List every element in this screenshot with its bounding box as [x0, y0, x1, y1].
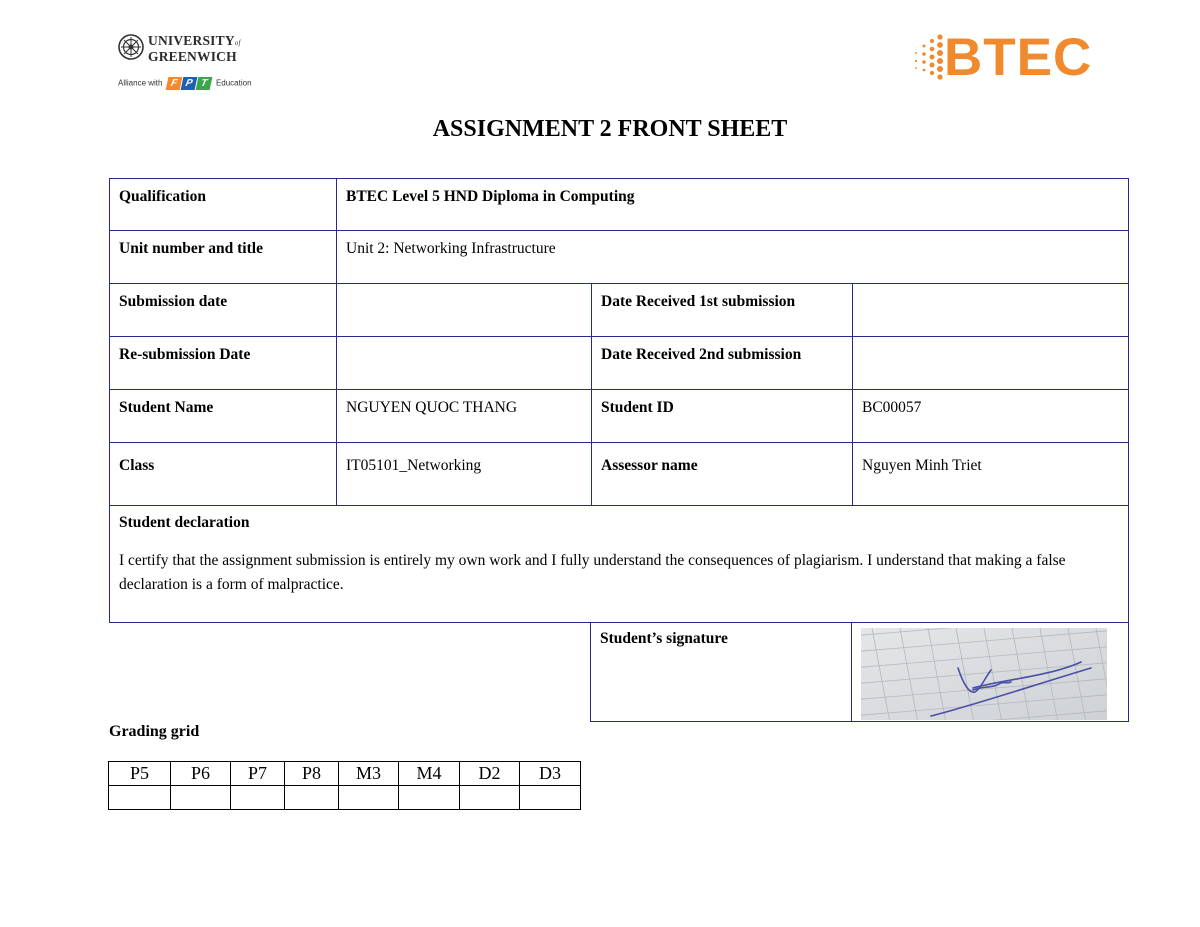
class-label: Class — [119, 457, 155, 474]
submission-date-field[interactable] — [336, 284, 591, 336]
grade-cell-d3[interactable] — [520, 786, 581, 810]
student-name-field[interactable]: NGUYEN QUOC THANG — [336, 390, 591, 442]
unit-row — [109, 231, 1129, 284]
declaration-label: Student declaration — [119, 514, 250, 531]
date-received-2-field[interactable] — [852, 337, 1128, 389]
grade-cell-p6[interactable] — [171, 786, 231, 810]
student-name-label: Student Name — [119, 399, 214, 416]
student-id-label: Student ID — [591, 390, 852, 442]
grade-header-p7: P7 — [231, 762, 285, 786]
front-sheet-table — [109, 178, 1129, 623]
page-title: ASSIGNMENT 2 FRONT SHEET — [432, 116, 788, 142]
class-row — [109, 443, 1129, 506]
grade-cell-m3[interactable] — [339, 786, 399, 810]
btec-dots-icon — [910, 33, 946, 91]
submission-row — [109, 284, 1129, 337]
university-logo — [118, 32, 258, 92]
unit-value: Unit 2: Networking Infrastructure — [336, 231, 1128, 283]
alliance-line: Alliance with F P T Education — [118, 78, 252, 89]
fpt-logo: F P T — [167, 77, 212, 90]
resubmission-date-label: Re-submission Date — [119, 346, 251, 363]
assessor-field[interactable]: Nguyen Minh Triet — [852, 443, 1128, 505]
resubmission-date-field[interactable] — [336, 337, 591, 389]
grade-header-p6: P6 — [171, 762, 231, 786]
unit-label: Unit number and title — [119, 240, 263, 257]
grading-header-row — [109, 762, 581, 786]
grading-grid — [108, 761, 581, 810]
qualification-label: Qualification — [119, 188, 206, 205]
date-received-2-label: Date Received 2nd submission — [591, 337, 852, 389]
grading-grid-label: Grading grid — [109, 723, 200, 740]
grade-header-p8: P8 — [285, 762, 339, 786]
grade-header-m3: M3 — [339, 762, 399, 786]
assessor-label: Assessor name — [591, 443, 852, 505]
grade-header-m4: M4 — [399, 762, 460, 786]
grade-cell-d2[interactable] — [460, 786, 520, 810]
resubmission-row — [109, 337, 1129, 390]
grade-header-p5: P5 — [109, 762, 171, 786]
grade-header-d3: D3 — [520, 762, 581, 786]
date-received-1-field[interactable] — [852, 284, 1128, 336]
qualification-value: BTEC Level 5 HND Diploma in Computing — [336, 179, 1128, 230]
grade-cell-m4[interactable] — [399, 786, 460, 810]
btec-logo: BTEC — [910, 33, 1095, 93]
submission-date-label: Submission date — [119, 293, 228, 310]
grade-cell-p8[interactable] — [285, 786, 339, 810]
grade-cell-p5[interactable] — [109, 786, 171, 810]
declaration-text: I certify that the assignment submission is entirely my own work and I fully understand the consequences of plagiarism. I understand that making a false declaration is a form of malpractice. — [119, 552, 1066, 593]
signature-row — [590, 622, 1129, 722]
date-received-1-label: Date Received 1st submission — [591, 284, 852, 336]
class-field[interactable]: IT05101_Networking — [336, 443, 591, 505]
grade-cell-p7[interactable] — [231, 786, 285, 810]
student-id-field[interactable]: BC00057 — [852, 390, 1128, 442]
university-name: UNIVERSITYof GREENWICH — [148, 33, 241, 64]
signature-cell[interactable] — [852, 622, 1128, 721]
grading-value-row — [109, 786, 581, 810]
qualification-row — [109, 178, 1129, 231]
declaration-row — [109, 506, 1129, 623]
grade-header-d2: D2 — [460, 762, 520, 786]
signature-label: Student’s signature — [591, 622, 852, 721]
signature-image — [861, 628, 1107, 720]
university-crest-icon — [118, 34, 144, 60]
student-row — [109, 390, 1129, 443]
